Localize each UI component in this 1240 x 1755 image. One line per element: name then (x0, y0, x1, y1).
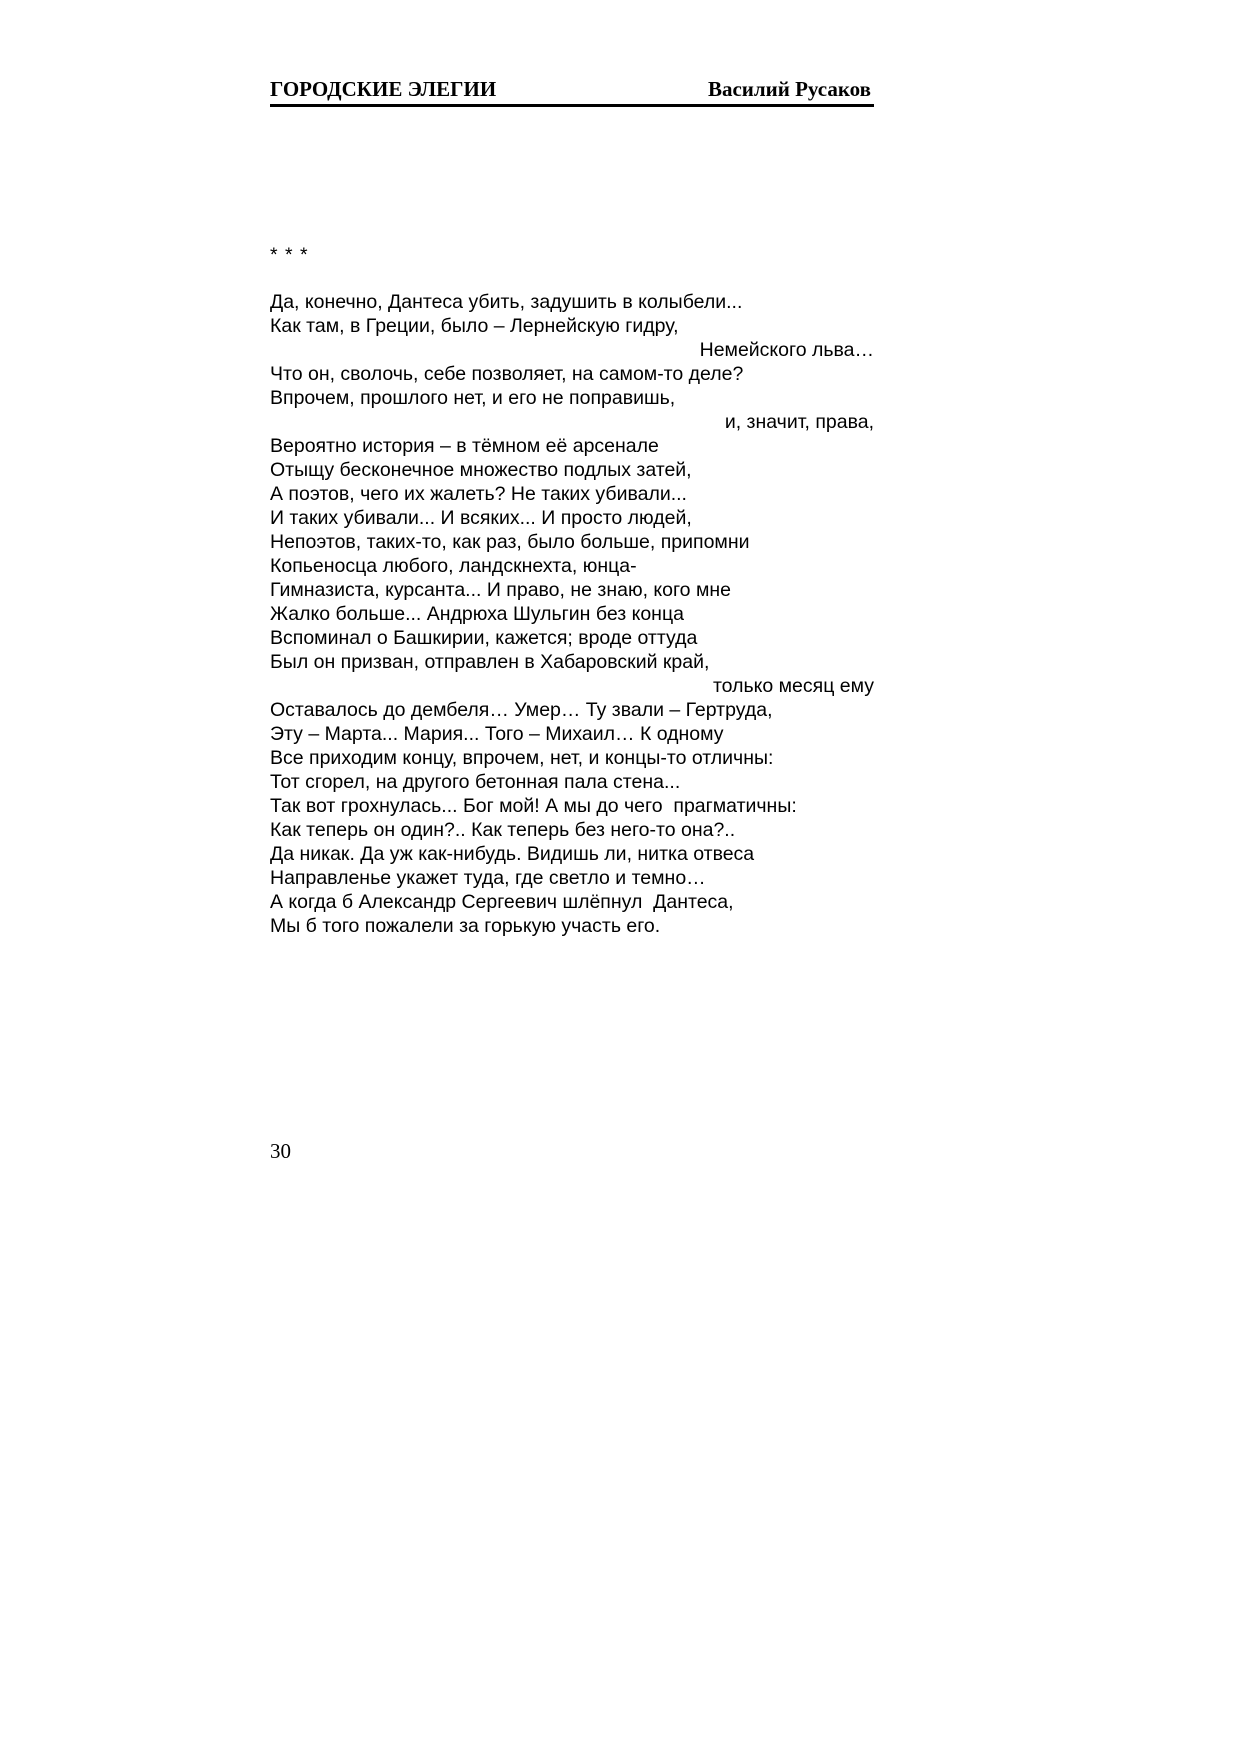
poem-line: Вероятно история – в тёмном её арсенале (270, 435, 659, 457)
author-name: Василий Русаков (707, 77, 871, 101)
page-number: 30 (270, 1139, 291, 1163)
running-header (270, 76, 874, 107)
poem-line: Эту – Марта... Мария... Того – Михаил… К одному (270, 723, 724, 745)
poem-line: А поэтов, чего их жалеть? Не таких убивали... (270, 483, 687, 505)
poem-line: Тот сгорел, на другого бетонная пала стена... (270, 771, 681, 793)
poem-line: Оставалось до дембеля… Умер… Ту звали – Гертруда, (270, 699, 773, 721)
poem-lines (270, 290, 874, 938)
poem-line: Гимназиста, курсанта... И право, не знаю, кого мне (270, 579, 731, 601)
poem-line: Направленье укажет туда, где светло и темно… (270, 867, 706, 889)
poem-separator: * * * (270, 244, 309, 266)
poem-line: Жалко больше... Андрюха Шульгин без конца (270, 603, 684, 625)
book-title: ГОРОДСКИЕ ЭЛЕГИИ (270, 77, 497, 101)
poem-line: Так вот грохнулась... Бог мой! А мы до чего прагматичны: (270, 795, 797, 817)
poem-line: И таких убивали... И всяких... И просто людей, (270, 507, 692, 529)
poem-line: Немейского льва… (699, 339, 874, 361)
poem-line: Что он, сволочь, себе позволяет, на самом-то деле? (270, 363, 744, 385)
poem-line: Был он призван, отправлен в Хабаровский край, (270, 651, 710, 673)
poem-line: только месяц ему (712, 675, 874, 697)
poem-line: Все приходим концу, впрочем, нет, и концы-то отличны: (270, 747, 774, 769)
poem-line: и, значит, права, (724, 411, 874, 433)
poem-line: Как теперь он один?.. Как теперь без него-то она?.. (270, 819, 736, 841)
poem-line: Копьеносца любого, ландскнехта, юнца- (270, 555, 637, 577)
poem-line: Да никак. Да уж как-нибудь. Видишь ли, нитка отвеса (270, 843, 755, 865)
poem-line: Впрочем, прошлого нет, и его не поправишь, (270, 387, 676, 409)
poem-line: Отыщу бесконечное множество подлых затей, (270, 459, 692, 481)
poem-line: Вспоминал о Башкирии, кажется; вроде оттуда (270, 627, 698, 649)
poem-line: Как там, в Греции, было – Лернейскую гидру, (270, 315, 679, 337)
poem-line: Да, конечно, Дантеса убить, задушить в колыбели... (270, 291, 743, 313)
poem (270, 243, 874, 938)
poem-line: Непоэтов, таких-то, как раз, было больше, припомни (270, 531, 750, 553)
poem-line: А когда б Александр Сергеевич шлёпнул Дантеса, (270, 891, 734, 913)
poem-line: Мы б того пожалели за горькую участь его. (270, 915, 661, 937)
